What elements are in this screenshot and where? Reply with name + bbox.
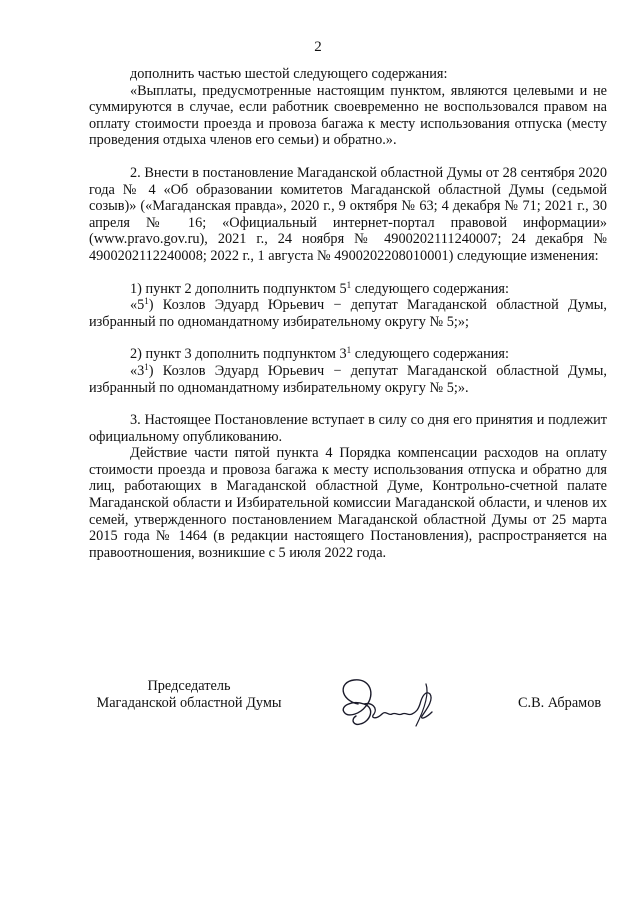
signatory-title-line2: Магаданской областной Думы xyxy=(96,695,282,711)
signature-block xyxy=(0,674,636,734)
paragraph-effect: Действие части пятой пункта 4 Порядка компенсации расходов на оплату стоимости проезда и провоза багажа к месту использования отпуска и обратно для лиц, работающих в Магаданской областной Думе, Контрольно-счетной палате Магаданской области и Избирательной комиссии Магаданской области, и членов их семей, утвержденного постановлением Магаданской областной Думы от 25 марта 2015 года № 1464 (в редакции настоящего Постановления), распространяется на правоотношения, возникшие с 5 июля 2022 года. xyxy=(89,445,607,561)
paragraph-quote-5-1: «$5^1$) Козлов Эдуард Юрьевич − депутат Магаданской областной Думы, избранный по одномандатному избирательному округу № 5;»; xyxy=(89,296,607,330)
paragraph-intro: дополнить частью шестой следующего содержания: xyxy=(130,66,448,82)
handwritten-signature xyxy=(330,674,448,736)
signatory-title xyxy=(89,678,289,712)
paragraph-subitem-2: 2) пункт 3 дополнить подпунктом $3^1$ следующего содержания: xyxy=(130,345,509,363)
paragraph-quote-3-1: «$3^1$) Козлов Эдуард Юрьевич − депутат Магаданской областной Думы, избранный по одномандатному избирательному округу № 5;». xyxy=(89,361,607,396)
paragraph-item-2: 2. Внести в постановление Магаданской областной Думы от 28 сентября 2020 года № 4 «Об образовании комитетов Магаданской областной Думы (седьмой созыв)» («Магаданская правда», 2020 г., 9 октября № 63; 4 декабря № 71; 2021 г., 30 апреля № 16; «Официальный интернет-портал правовой информации» (www.pravo.gov.ru), 2021 г., 24 ноября № 4900202111240007; 24 декабря № 4900202112240008; 2022 г., 1 августа № 4900202208010001) следующие изменения: xyxy=(89,164,607,264)
paragraph-item-3: 3. Настоящее Постановление вступает в силу со дня его принятия и подлежит официальному опубликованию. xyxy=(89,412,607,445)
paragraph-quote-payments: «Выплаты, предусмотренные настоящим пунктом, являются целевыми и не суммируются в случае, если работник своевременно не воспользовался правом на оплату стоимости проезда и провоза багажа к месту использования отпуска (месту проведения отдыха членов его семьи) и обратно.». xyxy=(89,82,607,149)
document-body xyxy=(89,66,607,561)
signatory-title-line1: Председатель xyxy=(147,678,231,694)
paragraph-subitem-1: 1) пункт 2 дополнить подпунктом $5^1$ следующего содержания: xyxy=(130,279,509,297)
page-number: 2 xyxy=(314,39,322,55)
signatory-name: С.В. Абрамов xyxy=(518,695,602,711)
